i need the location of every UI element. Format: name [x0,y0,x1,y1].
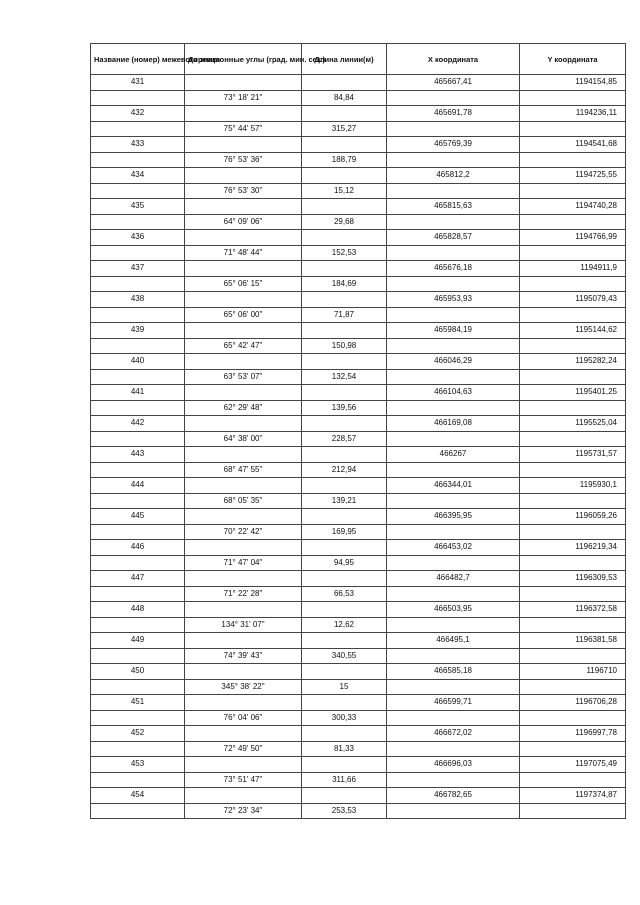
header-angle: Дирекционные углы (град. мин. сек.) [185,44,302,75]
empty-cell [387,462,520,478]
point-name: 442 [91,416,185,432]
empty-cell [520,338,626,354]
segment-row [91,462,626,478]
direction-angle: 71° 48' 44" [185,245,302,261]
point-row [91,571,626,587]
y-coordinate: 1195525,04 [520,416,626,432]
line-length: 311,66 [302,772,387,788]
direction-angle: 65° 06' 15" [185,276,302,292]
y-coordinate: 1195930,1 [520,478,626,494]
empty-cell [185,230,302,246]
segment-row [91,710,626,726]
point-row [91,633,626,649]
point-row [91,323,626,339]
segment-row [91,338,626,354]
empty-cell [387,121,520,137]
segment-row [91,741,626,757]
point-row [91,416,626,432]
empty-cell [302,664,387,680]
x-coordinate: 466046,29 [387,354,520,370]
x-coordinate: 466453,02 [387,540,520,556]
direction-angle: 72° 49' 50" [185,741,302,757]
empty-cell [387,245,520,261]
empty-cell [185,757,302,773]
empty-cell [302,354,387,370]
empty-cell [520,493,626,509]
line-length: 340,55 [302,648,387,664]
empty-cell [302,757,387,773]
empty-cell [91,400,185,416]
segment-row [91,152,626,168]
empty-cell [302,726,387,742]
point-row [91,385,626,401]
line-length: 15 [302,679,387,695]
empty-cell [387,555,520,571]
x-coordinate: 466585,18 [387,664,520,680]
segment-row [91,307,626,323]
y-coordinate: 1194541,68 [520,137,626,153]
empty-cell [387,803,520,819]
direction-angle: 76° 53' 36" [185,152,302,168]
empty-cell [185,168,302,184]
x-coordinate: 466696,03 [387,757,520,773]
empty-cell [302,168,387,184]
point-name: 452 [91,726,185,742]
direction-angle: 72° 23' 34" [185,803,302,819]
x-coordinate: 466344,01 [387,478,520,494]
empty-cell [91,617,185,633]
empty-cell [387,276,520,292]
y-coordinate: 1196372,58 [520,602,626,618]
empty-cell [185,354,302,370]
empty-cell [185,137,302,153]
direction-angle: 64° 38' 00" [185,431,302,447]
empty-cell [302,261,387,277]
y-coordinate: 1196219,34 [520,540,626,556]
empty-cell [387,741,520,757]
empty-cell [520,431,626,447]
empty-cell [91,245,185,261]
x-coordinate: 466104,63 [387,385,520,401]
empty-cell [302,75,387,91]
empty-cell [387,431,520,447]
direction-angle: 63° 53' 07" [185,369,302,385]
empty-cell [185,416,302,432]
x-coordinate: 465691,78 [387,106,520,122]
empty-cell [91,369,185,385]
line-length: 71,87 [302,307,387,323]
line-length: 84,84 [302,90,387,106]
y-coordinate: 1194236,11 [520,106,626,122]
point-row [91,726,626,742]
empty-cell [387,90,520,106]
empty-cell [520,586,626,602]
x-coordinate: 465667,41 [387,75,520,91]
line-length: 139,21 [302,493,387,509]
y-coordinate: 1194766,99 [520,230,626,246]
empty-cell [387,369,520,385]
x-coordinate: 466495,1 [387,633,520,649]
point-name: 445 [91,509,185,525]
x-coordinate: 466395,95 [387,509,520,525]
empty-cell [302,633,387,649]
empty-cell [185,75,302,91]
x-coordinate: 465815,63 [387,199,520,215]
segment-row [91,555,626,571]
point-name: 432 [91,106,185,122]
point-name: 438 [91,292,185,308]
empty-cell [185,602,302,618]
empty-cell [387,772,520,788]
direction-angle: 345° 38' 22" [185,679,302,695]
line-length: 12,62 [302,617,387,633]
segment-row [91,183,626,199]
line-length: 228,57 [302,431,387,447]
empty-cell [387,648,520,664]
empty-cell [91,710,185,726]
x-coordinate: 466503,95 [387,602,520,618]
empty-cell [387,338,520,354]
line-length: 212,94 [302,462,387,478]
empty-cell [520,648,626,664]
empty-cell [185,323,302,339]
empty-cell [302,137,387,153]
header-row [91,44,626,75]
empty-cell [185,664,302,680]
point-name: 433 [91,137,185,153]
empty-cell [520,462,626,478]
y-coordinate: 1194911,9 [520,261,626,277]
empty-cell [185,509,302,525]
y-coordinate: 1195401,25 [520,385,626,401]
segment-row [91,679,626,695]
x-coordinate: 465953,93 [387,292,520,308]
empty-cell [185,571,302,587]
point-row [91,695,626,711]
line-length: 188,79 [302,152,387,168]
direction-angle: 71° 22' 28" [185,586,302,602]
empty-cell [185,478,302,494]
line-length: 150,98 [302,338,387,354]
point-row [91,447,626,463]
direction-angle: 76° 04' 06" [185,710,302,726]
empty-cell [91,152,185,168]
point-row [91,354,626,370]
empty-cell [91,741,185,757]
empty-cell [302,478,387,494]
direction-angle: 73° 18' 21" [185,90,302,106]
point-name: 431 [91,75,185,91]
point-row [91,602,626,618]
empty-cell [185,726,302,742]
empty-cell [387,617,520,633]
empty-cell [520,183,626,199]
point-name: 435 [91,199,185,215]
segment-row [91,276,626,292]
coordinates-table [90,43,626,819]
x-coordinate: 466169,08 [387,416,520,432]
line-length: 66,53 [302,586,387,602]
empty-cell [520,121,626,137]
point-name: 439 [91,323,185,339]
point-row [91,540,626,556]
x-coordinate: 466672,02 [387,726,520,742]
table-body [91,75,626,819]
line-length: 184,69 [302,276,387,292]
segment-row [91,493,626,509]
direction-angle: 74° 39' 43" [185,648,302,664]
segment-row [91,803,626,819]
empty-cell [185,106,302,122]
empty-cell [302,416,387,432]
line-length: 253,53 [302,803,387,819]
x-coordinate: 466599,71 [387,695,520,711]
point-row [91,137,626,153]
point-name: 451 [91,695,185,711]
empty-cell [91,183,185,199]
empty-cell [302,323,387,339]
line-length: 300,33 [302,710,387,726]
point-name: 450 [91,664,185,680]
point-name: 448 [91,602,185,618]
empty-cell [91,555,185,571]
empty-cell [302,571,387,587]
empty-cell [91,214,185,230]
y-coordinate: 1197374,87 [520,788,626,804]
empty-cell [185,385,302,401]
empty-cell [387,524,520,540]
empty-cell [91,462,185,478]
direction-angle: 70° 22' 42" [185,524,302,540]
x-coordinate: 466782,65 [387,788,520,804]
empty-cell [520,307,626,323]
point-row [91,168,626,184]
point-row [91,75,626,91]
y-coordinate: 1194740,28 [520,199,626,215]
y-coordinate: 1196059,26 [520,509,626,525]
segment-row [91,121,626,137]
x-coordinate: 465812,2 [387,168,520,184]
segment-row [91,214,626,230]
y-coordinate: 1196381,58 [520,633,626,649]
y-coordinate: 1196309,53 [520,571,626,587]
segment-row [91,648,626,664]
direction-angle: 68° 05' 35" [185,493,302,509]
x-coordinate: 465984,19 [387,323,520,339]
x-coordinate: 465676,18 [387,261,520,277]
point-name: 443 [91,447,185,463]
empty-cell [302,447,387,463]
y-coordinate: 1196710 [520,664,626,680]
empty-cell [91,524,185,540]
empty-cell [520,803,626,819]
empty-cell [520,90,626,106]
empty-cell [91,276,185,292]
point-row [91,199,626,215]
empty-cell [91,307,185,323]
empty-cell [387,214,520,230]
point-name: 440 [91,354,185,370]
empty-cell [302,540,387,556]
empty-cell [91,121,185,137]
empty-cell [91,772,185,788]
direction-angle: 68° 47' 55" [185,462,302,478]
line-length: 29,68 [302,214,387,230]
empty-cell [387,586,520,602]
line-length: 132,54 [302,369,387,385]
empty-cell [520,214,626,230]
point-name: 434 [91,168,185,184]
segment-row [91,617,626,633]
empty-cell [91,493,185,509]
empty-cell [302,509,387,525]
y-coordinate: 1195079,43 [520,292,626,308]
line-length: 94,95 [302,555,387,571]
empty-cell [520,400,626,416]
line-length: 15,12 [302,183,387,199]
empty-cell [185,695,302,711]
empty-cell [185,199,302,215]
empty-cell [520,245,626,261]
point-row [91,757,626,773]
point-name: 454 [91,788,185,804]
empty-cell [185,261,302,277]
direction-angle: 73° 51' 47" [185,772,302,788]
y-coordinate: 1195282,24 [520,354,626,370]
empty-cell [520,710,626,726]
empty-cell [185,788,302,804]
point-row [91,106,626,122]
point-name: 446 [91,540,185,556]
empty-cell [387,152,520,168]
point-row [91,230,626,246]
direction-angle: 75° 44' 57" [185,121,302,137]
segment-row [91,772,626,788]
y-coordinate: 1195731,57 [520,447,626,463]
empty-cell [520,276,626,292]
direction-angle: 71° 47' 04" [185,555,302,571]
empty-cell [387,400,520,416]
empty-cell [91,338,185,354]
empty-cell [91,586,185,602]
line-length: 152,53 [302,245,387,261]
empty-cell [520,152,626,168]
empty-cell [520,679,626,695]
line-length: 315,27 [302,121,387,137]
empty-cell [91,679,185,695]
direction-angle: 134° 31' 07" [185,617,302,633]
y-coordinate: 1197075,49 [520,757,626,773]
segment-row [91,245,626,261]
line-length: 169,95 [302,524,387,540]
empty-cell [387,679,520,695]
point-row [91,478,626,494]
line-length: 139,56 [302,400,387,416]
empty-cell [185,633,302,649]
point-row [91,509,626,525]
empty-cell [520,741,626,757]
empty-cell [185,292,302,308]
empty-cell [185,540,302,556]
empty-cell [387,307,520,323]
point-name: 447 [91,571,185,587]
empty-cell [302,199,387,215]
x-coordinate: 465828,57 [387,230,520,246]
point-row [91,261,626,277]
header-y: Y координата [520,44,626,75]
empty-cell [302,230,387,246]
segment-row [91,369,626,385]
point-name: 444 [91,478,185,494]
empty-cell [387,493,520,509]
empty-cell [520,772,626,788]
point-name: 449 [91,633,185,649]
empty-cell [520,369,626,385]
segment-row [91,400,626,416]
x-coordinate: 465769,39 [387,137,520,153]
empty-cell [387,183,520,199]
empty-cell [91,90,185,106]
segment-row [91,586,626,602]
y-coordinate: 1194725,55 [520,168,626,184]
line-length: 81,33 [302,741,387,757]
empty-cell [302,292,387,308]
point-name: 436 [91,230,185,246]
empty-cell [302,788,387,804]
empty-cell [302,602,387,618]
direction-angle: 62° 29' 48" [185,400,302,416]
segment-row [91,431,626,447]
point-name: 453 [91,757,185,773]
empty-cell [520,555,626,571]
x-coordinate: 466482,7 [387,571,520,587]
empty-cell [91,648,185,664]
empty-cell [387,710,520,726]
point-row [91,788,626,804]
point-name: 441 [91,385,185,401]
empty-cell [91,431,185,447]
direction-angle: 65° 06' 00" [185,307,302,323]
x-coordinate: 466267 [387,447,520,463]
y-coordinate: 1194154,85 [520,75,626,91]
y-coordinate: 1195144,62 [520,323,626,339]
y-coordinate: 1196706,28 [520,695,626,711]
header-x: X координата [387,44,520,75]
segment-row [91,524,626,540]
header-name: Название (номер) межевого знака [91,44,185,75]
direction-angle: 76° 53' 30" [185,183,302,199]
header-length: Длина линии(м) [302,44,387,75]
direction-angle: 64° 09' 06" [185,214,302,230]
y-coordinate: 1196997,78 [520,726,626,742]
point-row [91,664,626,680]
empty-cell [185,447,302,463]
empty-cell [302,385,387,401]
empty-cell [302,695,387,711]
empty-cell [520,524,626,540]
empty-cell [520,617,626,633]
direction-angle: 65° 42' 47" [185,338,302,354]
empty-cell [302,106,387,122]
point-name: 437 [91,261,185,277]
segment-row [91,90,626,106]
empty-cell [91,803,185,819]
point-row [91,292,626,308]
